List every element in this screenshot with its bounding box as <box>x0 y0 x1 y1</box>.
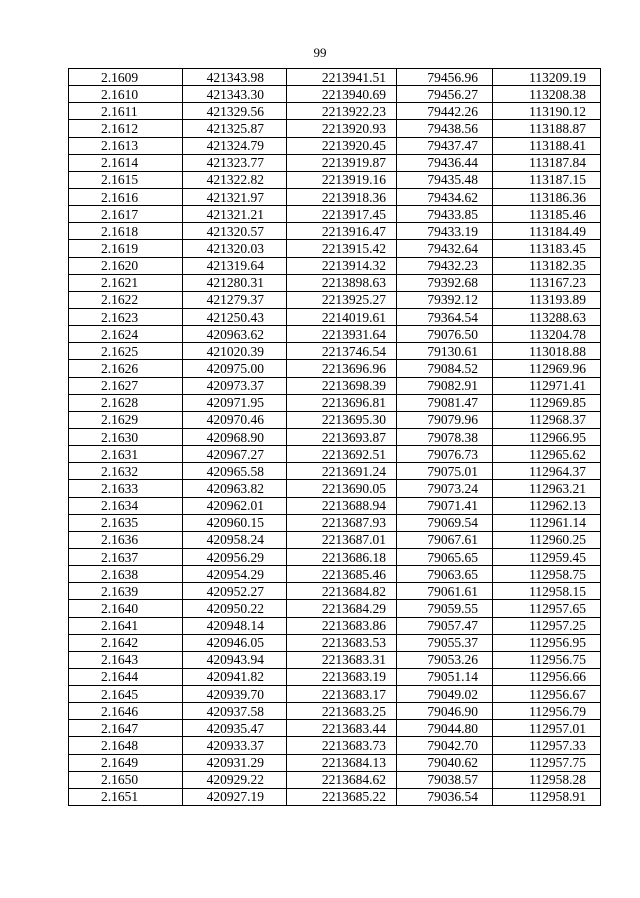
table-cell: 2.1624 <box>69 326 183 343</box>
table-cell: 2.1632 <box>69 463 183 480</box>
table-cell: 79061.61 <box>397 583 493 600</box>
table-cell: 2.1611 <box>69 103 183 120</box>
table-cell: 79432.23 <box>397 257 493 274</box>
table-cell: 2.1617 <box>69 206 183 223</box>
table-row <box>69 720 601 737</box>
table-cell: 2.1643 <box>69 651 183 668</box>
table-body <box>69 69 601 806</box>
table-cell: 79071.41 <box>397 497 493 514</box>
table-cell: 421325.87 <box>183 120 287 137</box>
table-cell: 79392.68 <box>397 274 493 291</box>
table-row <box>69 497 601 514</box>
table-cell: 2.1623 <box>69 308 183 325</box>
table-cell: 79079.96 <box>397 411 493 428</box>
table-cell: 2.1619 <box>69 240 183 257</box>
table-cell: 79053.26 <box>397 651 493 668</box>
table-cell: 2.1630 <box>69 428 183 445</box>
table-cell: 2.1650 <box>69 771 183 788</box>
table-cell: 112957.65 <box>493 600 601 617</box>
table-cell: 112957.75 <box>493 754 601 771</box>
table-cell: 2213684.29 <box>287 600 397 617</box>
table-cell: 420971.95 <box>183 394 287 411</box>
coordinate-table <box>68 68 601 806</box>
table-cell: 112957.33 <box>493 737 601 754</box>
table-cell: 113190.12 <box>493 103 601 120</box>
table-cell: 112956.67 <box>493 686 601 703</box>
table-cell: 112961.14 <box>493 514 601 531</box>
table-cell: 112958.91 <box>493 788 601 805</box>
table-cell: 2213941.51 <box>287 69 397 86</box>
table-cell: 2.1614 <box>69 154 183 171</box>
table-cell: 112964.37 <box>493 463 601 480</box>
table-cell: 2.1639 <box>69 583 183 600</box>
table-cell: 420962.01 <box>183 497 287 514</box>
table-row <box>69 343 601 360</box>
table-cell: 420927.19 <box>183 788 287 805</box>
table-cell: 421250.43 <box>183 308 287 325</box>
table-cell: 420931.29 <box>183 754 287 771</box>
table-row <box>69 69 601 86</box>
table-cell: 421319.64 <box>183 257 287 274</box>
table-cell: 421323.77 <box>183 154 287 171</box>
table-cell: 420952.27 <box>183 583 287 600</box>
table-cell: 113186.36 <box>493 188 601 205</box>
table-cell: 79040.62 <box>397 754 493 771</box>
table-cell: 420937.58 <box>183 703 287 720</box>
table-cell: 421322.82 <box>183 171 287 188</box>
table-cell: 2213683.44 <box>287 720 397 737</box>
table-cell: 421280.31 <box>183 274 287 291</box>
table-cell: 2213684.62 <box>287 771 397 788</box>
table-row <box>69 137 601 154</box>
table-cell: 112959.45 <box>493 548 601 565</box>
table-row <box>69 428 601 445</box>
table-cell: 2.1634 <box>69 497 183 514</box>
table-row <box>69 668 601 685</box>
table-row <box>69 634 601 651</box>
table-cell: 2213917.45 <box>287 206 397 223</box>
table-cell: 421343.30 <box>183 86 287 103</box>
table-cell: 2213918.36 <box>287 188 397 205</box>
table-cell: 2213919.87 <box>287 154 397 171</box>
table-row <box>69 240 601 257</box>
table-row <box>69 291 601 308</box>
table-cell: 79067.61 <box>397 531 493 548</box>
table-row <box>69 411 601 428</box>
table-cell: 2.1618 <box>69 223 183 240</box>
table-cell: 2.1635 <box>69 514 183 531</box>
table-cell: 112962.13 <box>493 497 601 514</box>
table-cell: 113187.84 <box>493 154 601 171</box>
table-cell: 79073.24 <box>397 480 493 497</box>
table-cell: 420965.58 <box>183 463 287 480</box>
table-cell: 421279.37 <box>183 291 287 308</box>
table-cell: 2.1645 <box>69 686 183 703</box>
table-cell: 79433.85 <box>397 206 493 223</box>
table-cell: 2.1641 <box>69 617 183 634</box>
table-cell: 79456.27 <box>397 86 493 103</box>
table-cell: 79051.14 <box>397 668 493 685</box>
table-cell: 421320.03 <box>183 240 287 257</box>
table-cell: 420941.82 <box>183 668 287 685</box>
table-row <box>69 737 601 754</box>
table-cell: 112963.21 <box>493 480 601 497</box>
table-cell: 421321.97 <box>183 188 287 205</box>
table-cell: 2213685.22 <box>287 788 397 805</box>
table-cell: 2.1620 <box>69 257 183 274</box>
table-cell: 112957.01 <box>493 720 601 737</box>
table-cell: 420954.29 <box>183 566 287 583</box>
table-cell: 79059.55 <box>397 600 493 617</box>
table-cell: 2213746.54 <box>287 343 397 360</box>
table-cell: 2.1633 <box>69 480 183 497</box>
table-row <box>69 206 601 223</box>
table-cell: 420958.24 <box>183 531 287 548</box>
table-row <box>69 463 601 480</box>
table-cell: 420967.27 <box>183 446 287 463</box>
table-cell: 2213925.27 <box>287 291 397 308</box>
table-cell: 420975.00 <box>183 360 287 377</box>
table-cell: 113184.49 <box>493 223 601 240</box>
table-cell: 2213698.39 <box>287 377 397 394</box>
table-cell: 112968.37 <box>493 411 601 428</box>
table-cell: 2.1615 <box>69 171 183 188</box>
table-row <box>69 703 601 720</box>
table-cell: 112958.75 <box>493 566 601 583</box>
table-cell: 79456.96 <box>397 69 493 86</box>
table-cell: 2213683.25 <box>287 703 397 720</box>
table-cell: 79075.01 <box>397 463 493 480</box>
table-row <box>69 566 601 583</box>
table-row <box>69 120 601 137</box>
table-cell: 79364.54 <box>397 308 493 325</box>
table-cell: 79442.26 <box>397 103 493 120</box>
table-row <box>69 223 601 240</box>
table-cell: 112956.66 <box>493 668 601 685</box>
table-cell: 79436.44 <box>397 154 493 171</box>
table-cell: 112969.85 <box>493 394 601 411</box>
table-cell: 112971.41 <box>493 377 601 394</box>
table-cell: 112956.75 <box>493 651 601 668</box>
table-cell: 113204.78 <box>493 326 601 343</box>
table-row <box>69 446 601 463</box>
table-cell: 113182.35 <box>493 257 601 274</box>
table-cell: 79130.61 <box>397 343 493 360</box>
table-row <box>69 394 601 411</box>
table-cell: 420935.47 <box>183 720 287 737</box>
table-cell: 421343.98 <box>183 69 287 86</box>
table-row <box>69 154 601 171</box>
table-cell: 2.1625 <box>69 343 183 360</box>
table-cell: 113167.23 <box>493 274 601 291</box>
table-cell: 2.1612 <box>69 120 183 137</box>
table-cell: 2213898.63 <box>287 274 397 291</box>
table-cell: 420939.70 <box>183 686 287 703</box>
table-cell: 113188.87 <box>493 120 601 137</box>
table-cell: 112958.28 <box>493 771 601 788</box>
table-cell: 113288.63 <box>493 308 601 325</box>
page-number: 99 <box>313 45 327 60</box>
table-cell: 2213687.93 <box>287 514 397 531</box>
table-cell: 420946.05 <box>183 634 287 651</box>
table-cell: 112960.25 <box>493 531 601 548</box>
table-row <box>69 583 601 600</box>
table-cell: 113018.88 <box>493 343 601 360</box>
table-cell: 2213919.16 <box>287 171 397 188</box>
table-cell: 2213683.53 <box>287 634 397 651</box>
table-cell: 2213920.93 <box>287 120 397 137</box>
table-cell: 79438.56 <box>397 120 493 137</box>
table-cell: 420929.22 <box>183 771 287 788</box>
table-cell: 79065.65 <box>397 548 493 565</box>
table-cell: 2213690.05 <box>287 480 397 497</box>
table-row <box>69 600 601 617</box>
table-cell: 2.1631 <box>69 446 183 463</box>
table-cell: 420970.46 <box>183 411 287 428</box>
table-row <box>69 514 601 531</box>
table-cell: 112966.95 <box>493 428 601 445</box>
table-row <box>69 377 601 394</box>
table-cell: 2213688.94 <box>287 497 397 514</box>
table-row <box>69 171 601 188</box>
table-cell: 2.1616 <box>69 188 183 205</box>
table-row <box>69 326 601 343</box>
table-cell: 2213695.30 <box>287 411 397 428</box>
table-cell: 2213691.24 <box>287 463 397 480</box>
table-cell: 2214019.61 <box>287 308 397 325</box>
table-cell: 2213686.18 <box>287 548 397 565</box>
table-cell: 112965.62 <box>493 446 601 463</box>
table-cell: 420963.62 <box>183 326 287 343</box>
table-cell: 112969.96 <box>493 360 601 377</box>
table-cell: 79076.73 <box>397 446 493 463</box>
table-cell: 79038.57 <box>397 771 493 788</box>
table-cell: 421321.21 <box>183 206 287 223</box>
table-row <box>69 686 601 703</box>
table-cell: 420968.90 <box>183 428 287 445</box>
table-cell: 2.1629 <box>69 411 183 428</box>
table-cell: 2.1651 <box>69 788 183 805</box>
table-cell: 79042.70 <box>397 737 493 754</box>
table-row <box>69 651 601 668</box>
table-row <box>69 531 601 548</box>
table-cell: 2.1647 <box>69 720 183 737</box>
table-row <box>69 788 601 805</box>
table-cell: 420943.94 <box>183 651 287 668</box>
table-cell: 79036.54 <box>397 788 493 805</box>
table-cell: 2.1613 <box>69 137 183 154</box>
table-cell: 2.1628 <box>69 394 183 411</box>
table-cell: 2.1642 <box>69 634 183 651</box>
table-cell: 113187.15 <box>493 171 601 188</box>
table-cell: 2213696.81 <box>287 394 397 411</box>
table-cell: 79392.12 <box>397 291 493 308</box>
table-cell: 2.1622 <box>69 291 183 308</box>
table-cell: 79044.80 <box>397 720 493 737</box>
table-cell: 79435.48 <box>397 171 493 188</box>
table-cell: 79432.64 <box>397 240 493 257</box>
table-row <box>69 754 601 771</box>
table-cell: 2.1610 <box>69 86 183 103</box>
table-row <box>69 360 601 377</box>
table-cell: 420963.82 <box>183 480 287 497</box>
table-cell: 79084.52 <box>397 360 493 377</box>
table-row <box>69 617 601 634</box>
table-cell: 2213683.31 <box>287 651 397 668</box>
table-cell: 2.1636 <box>69 531 183 548</box>
table-row <box>69 548 601 565</box>
table-cell: 2213931.64 <box>287 326 397 343</box>
table-cell: 79069.54 <box>397 514 493 531</box>
table-cell: 79076.50 <box>397 326 493 343</box>
table-cell: 2.1609 <box>69 69 183 86</box>
table-cell: 2213915.42 <box>287 240 397 257</box>
table-cell: 2.1638 <box>69 566 183 583</box>
table-cell: 79082.91 <box>397 377 493 394</box>
table-cell: 421320.57 <box>183 223 287 240</box>
table-cell: 420956.29 <box>183 548 287 565</box>
table-cell: 2213922.23 <box>287 103 397 120</box>
table-cell: 2213683.86 <box>287 617 397 634</box>
table-cell: 2213684.82 <box>287 583 397 600</box>
table-cell: 421329.56 <box>183 103 287 120</box>
table-cell: 79049.02 <box>397 686 493 703</box>
table-cell: 2.1640 <box>69 600 183 617</box>
table-cell: 113193.89 <box>493 291 601 308</box>
table-cell: 420948.14 <box>183 617 287 634</box>
table-cell: 2213687.01 <box>287 531 397 548</box>
table-cell: 420960.15 <box>183 514 287 531</box>
table-cell: 421324.79 <box>183 137 287 154</box>
table-cell: 2213683.17 <box>287 686 397 703</box>
table-row <box>69 103 601 120</box>
table-cell: 2213685.46 <box>287 566 397 583</box>
table-cell: 113185.46 <box>493 206 601 223</box>
table-cell: 421020.39 <box>183 343 287 360</box>
table-cell: 2.1627 <box>69 377 183 394</box>
table-row <box>69 274 601 291</box>
table-row <box>69 308 601 325</box>
table-cell: 2213920.45 <box>287 137 397 154</box>
table-cell: 2.1646 <box>69 703 183 720</box>
table-cell: 79081.47 <box>397 394 493 411</box>
table-cell: 79063.65 <box>397 566 493 583</box>
table-cell: 2213683.73 <box>287 737 397 754</box>
table-cell: 113188.41 <box>493 137 601 154</box>
table-cell: 112958.15 <box>493 583 601 600</box>
table-row <box>69 480 601 497</box>
table-row <box>69 257 601 274</box>
table-cell: 2213914.32 <box>287 257 397 274</box>
table-cell: 2.1649 <box>69 754 183 771</box>
table-cell: 420933.37 <box>183 737 287 754</box>
table-cell: 2213696.96 <box>287 360 397 377</box>
table-cell: 2.1648 <box>69 737 183 754</box>
table-cell: 2213693.87 <box>287 428 397 445</box>
table-cell: 2.1644 <box>69 668 183 685</box>
table-cell: 79055.37 <box>397 634 493 651</box>
table-cell: 79078.38 <box>397 428 493 445</box>
table-cell: 79434.62 <box>397 188 493 205</box>
table-cell: 2213940.69 <box>287 86 397 103</box>
table-cell: 79046.90 <box>397 703 493 720</box>
table-cell: 420973.37 <box>183 377 287 394</box>
table-cell: 2.1626 <box>69 360 183 377</box>
table-cell: 113183.45 <box>493 240 601 257</box>
table-cell: 112956.79 <box>493 703 601 720</box>
table-cell: 112957.25 <box>493 617 601 634</box>
table-cell: 420950.22 <box>183 600 287 617</box>
table-cell: 112956.95 <box>493 634 601 651</box>
table-cell: 2213692.51 <box>287 446 397 463</box>
table-row <box>69 188 601 205</box>
table-cell: 79437.47 <box>397 137 493 154</box>
table-row <box>69 771 601 788</box>
table-cell: 79057.47 <box>397 617 493 634</box>
table-cell: 2.1621 <box>69 274 183 291</box>
table-cell: 2.1637 <box>69 548 183 565</box>
table-cell: 113208.38 <box>493 86 601 103</box>
table-row <box>69 86 601 103</box>
table-cell: 113209.19 <box>493 69 601 86</box>
table-cell: 2213683.19 <box>287 668 397 685</box>
table-cell: 2213916.47 <box>287 223 397 240</box>
table-cell: 2213684.13 <box>287 754 397 771</box>
table-cell: 79433.19 <box>397 223 493 240</box>
